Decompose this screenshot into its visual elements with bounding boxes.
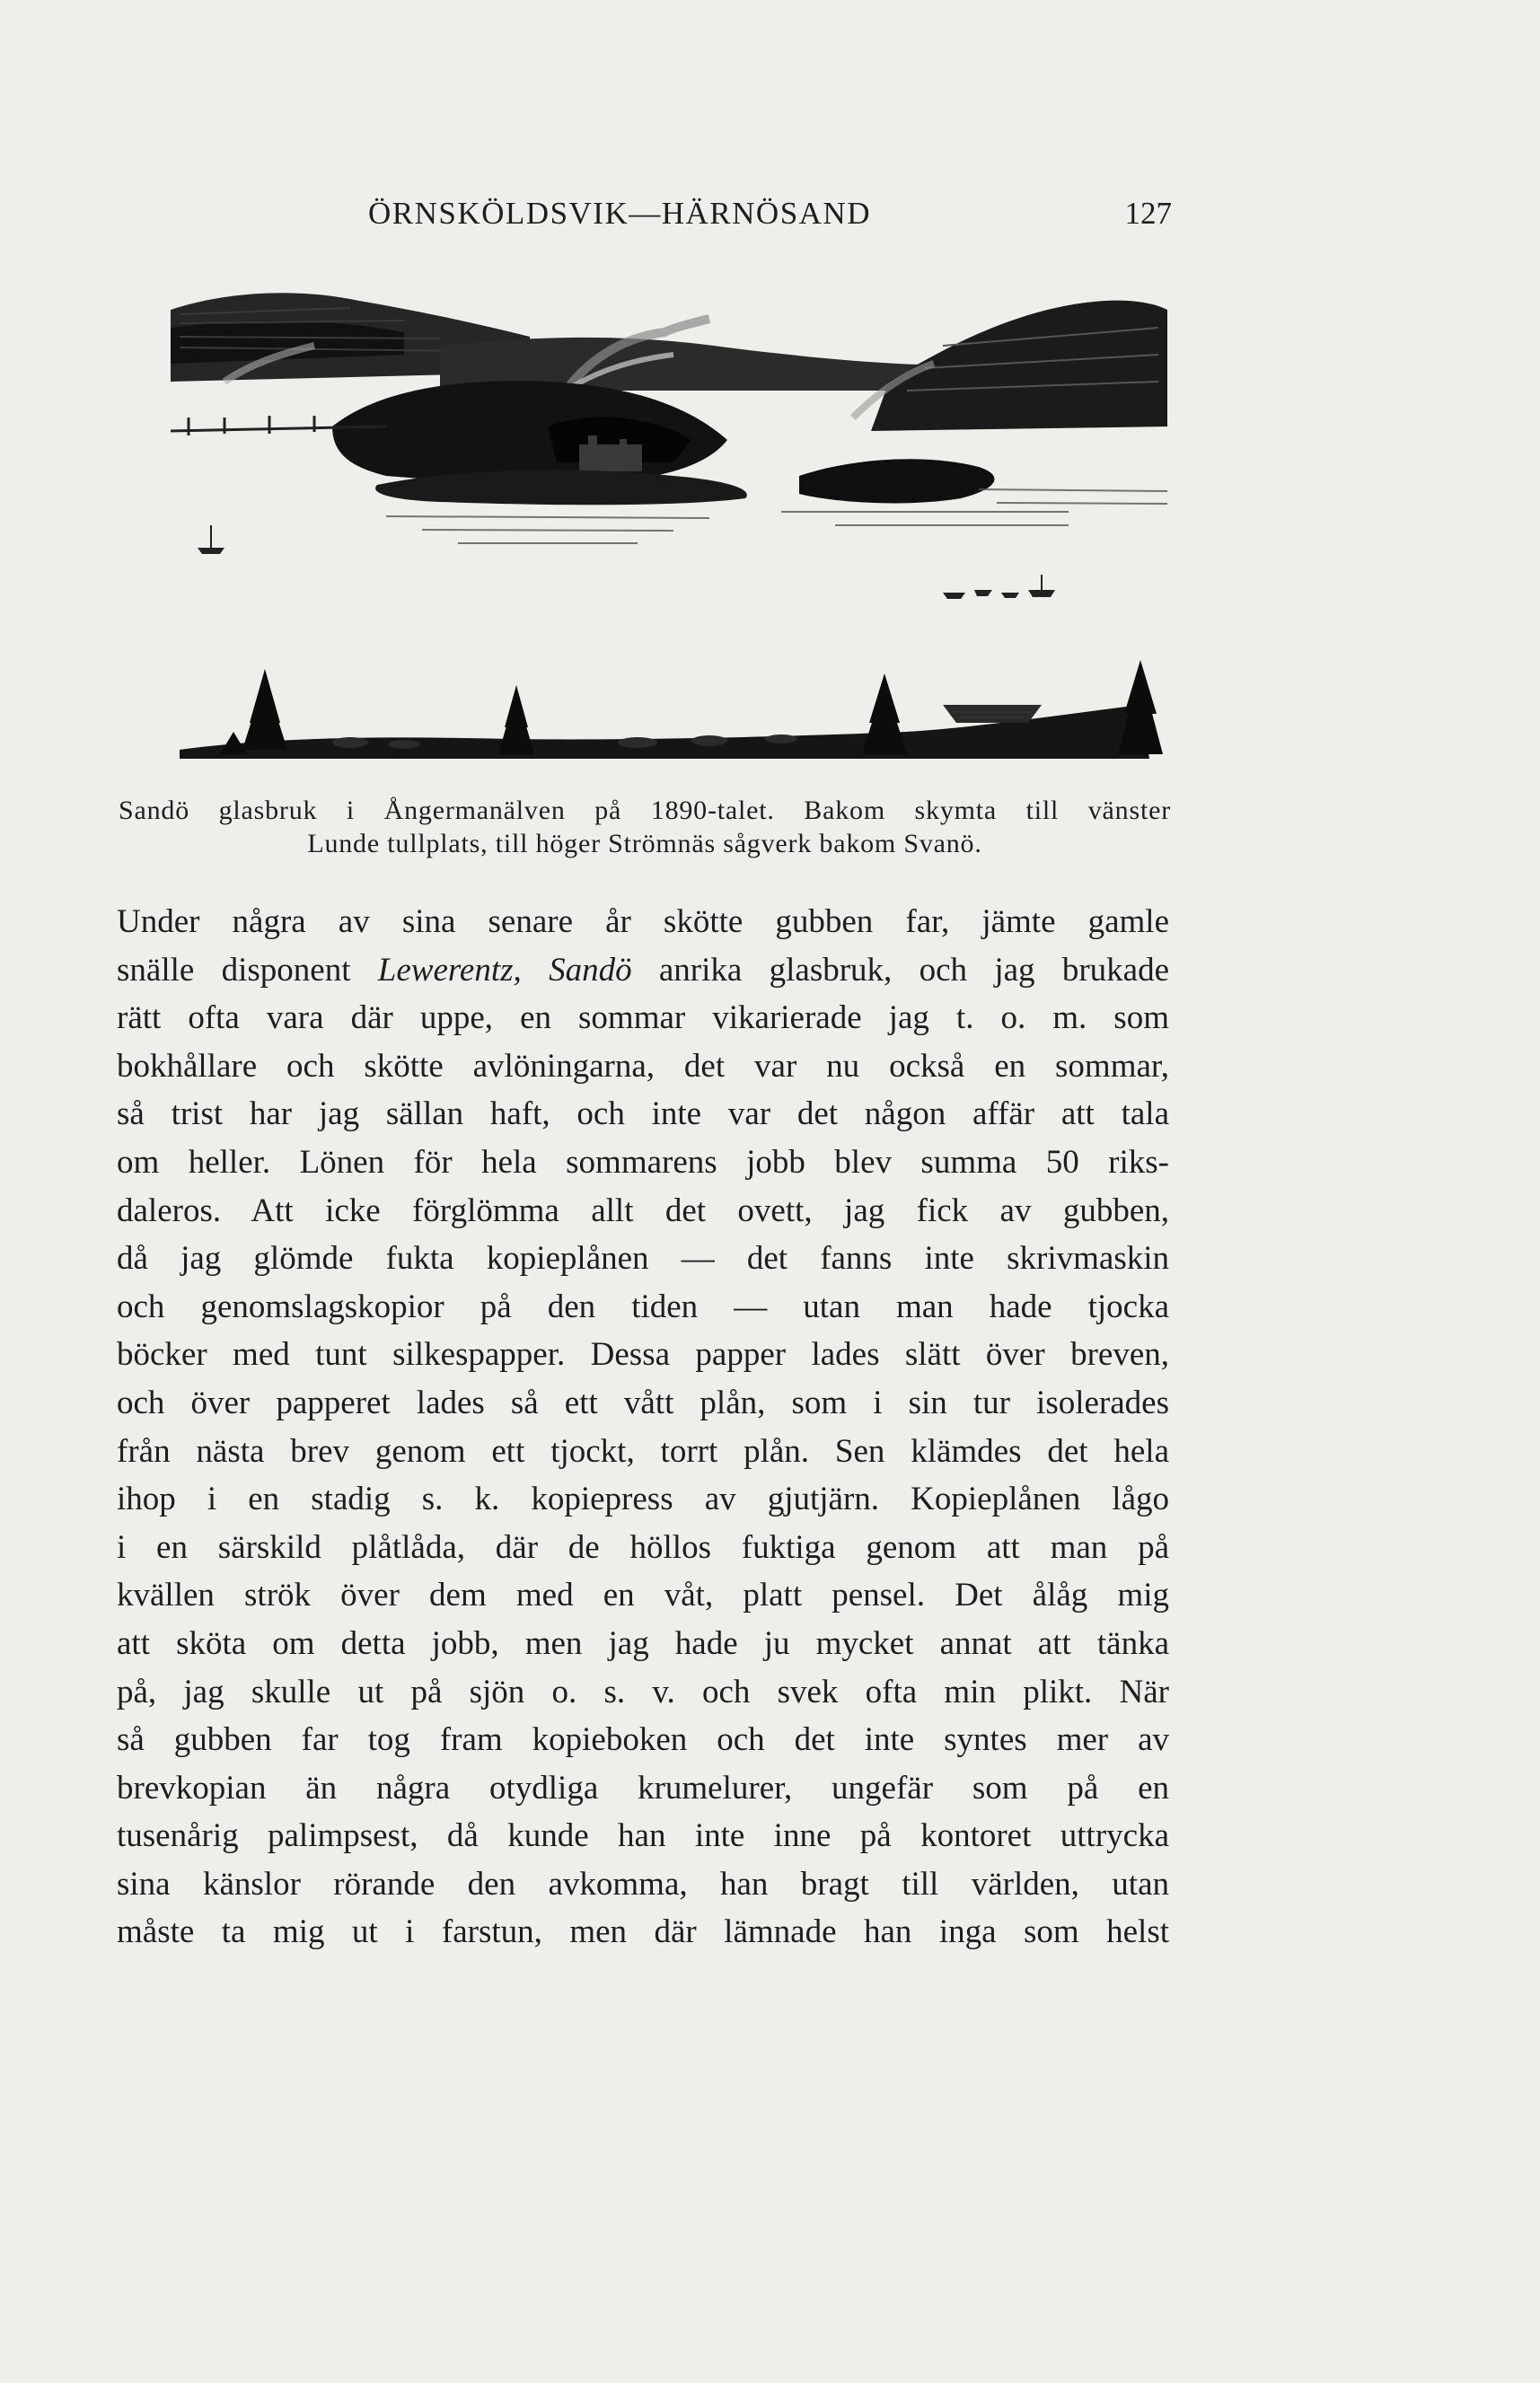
body-line: måste ta mig ut i farstun, men där lämnade han inga som helst (117, 1913, 1169, 1951)
body-segment: snälle disponent (117, 951, 378, 989)
body-line: i en särskild plåtlåda, där de höllos fuktiga genom att man på (117, 1528, 1169, 1566)
body-line: kvällen strök över dem med en våt, platt pensel. Det ålåg mig (117, 1577, 1169, 1614)
running-header: ÖRNSKÖLDSVIK—HÄRNÖSAND (368, 196, 871, 231)
body-line: brevkopian än några otydliga krumelurer, ungefär som på en (117, 1769, 1169, 1807)
body-segment: anrika glasbruk, och jag brukade (631, 951, 1169, 989)
body-line: på, jag skulle ut på sjön o. s. v. och svek ofta min plikt. När (117, 1673, 1169, 1710)
body-line: så gubben far tog fram kopieboken och det inte syntes mer av (117, 1721, 1169, 1759)
body-line: sina känslor rörande den avkomma, han bragt till världen, utan (117, 1865, 1169, 1903)
body-line: och genomslagskopior på den tiden — utan man hade tjocka (117, 1288, 1169, 1325)
page-number: 127 (1124, 196, 1172, 231)
caption-line-1: Sandö glasbruk i Ångermanälven på 1890-talet. Bakom skymta till vänster (119, 796, 1171, 825)
body-line: då jag glömde fukta kopieplånen — det fanns inte skrivmaskin (117, 1240, 1169, 1278)
body-line: från nästa brev genom ett tjockt, torrt plån. Sen klämdes det hela (117, 1432, 1169, 1470)
body-line: och över papperet lades så ett vått plån, som i sin tur isolerades (117, 1384, 1169, 1421)
boats (198, 525, 1055, 599)
figure-caption (119, 794, 1171, 860)
foreground-boat (943, 705, 1042, 723)
body-line: bokhållare och skötte avlöningarna, det var nu också en sommar, (117, 1047, 1169, 1085)
hill-right (871, 301, 1167, 431)
body-line: Under några av sina senare år skötte gubben far, jämte gamle (117, 903, 1169, 940)
lake-glassworks-illustration (171, 283, 1167, 768)
body-segment-italic: Lewerentz, Sandö (377, 951, 632, 989)
body-line: ihop i en stadig s. k. kopiepress av gjutjärn. Kopieplånen lågo (117, 1481, 1169, 1518)
body-line: tusenårig palimpsest, då kunde han inte inne på kontoret uttrycka (117, 1817, 1169, 1855)
caption-line-2: Lunde tullplats, till höger Strömnäs sågverk bakom Svanö. (307, 829, 982, 858)
body-text (117, 898, 1169, 1957)
body-line: rätt ofta vara där uppe, en sommar vikarierade jag t. o. m. som (117, 999, 1169, 1037)
body-line (117, 946, 1169, 995)
body-line: daleros. Att icke förglömma allt det ovett, jag fick av gubben, (117, 1192, 1169, 1229)
body-line: om heller. Lönen för hela sommarens jobb blev summa 50 riks- (117, 1143, 1169, 1181)
body-line: böcker med tunt silkespapper. Dessa papper lades slätt över breven, (117, 1336, 1169, 1374)
right-headland (799, 459, 994, 503)
body-line: så trist har jag sällan haft, och inte var det någon affär att tala (117, 1095, 1169, 1133)
factory-building (579, 444, 642, 471)
body-line: att sköta om detta jobb, men jag hade ju mycket annat att tänka (117, 1624, 1169, 1662)
